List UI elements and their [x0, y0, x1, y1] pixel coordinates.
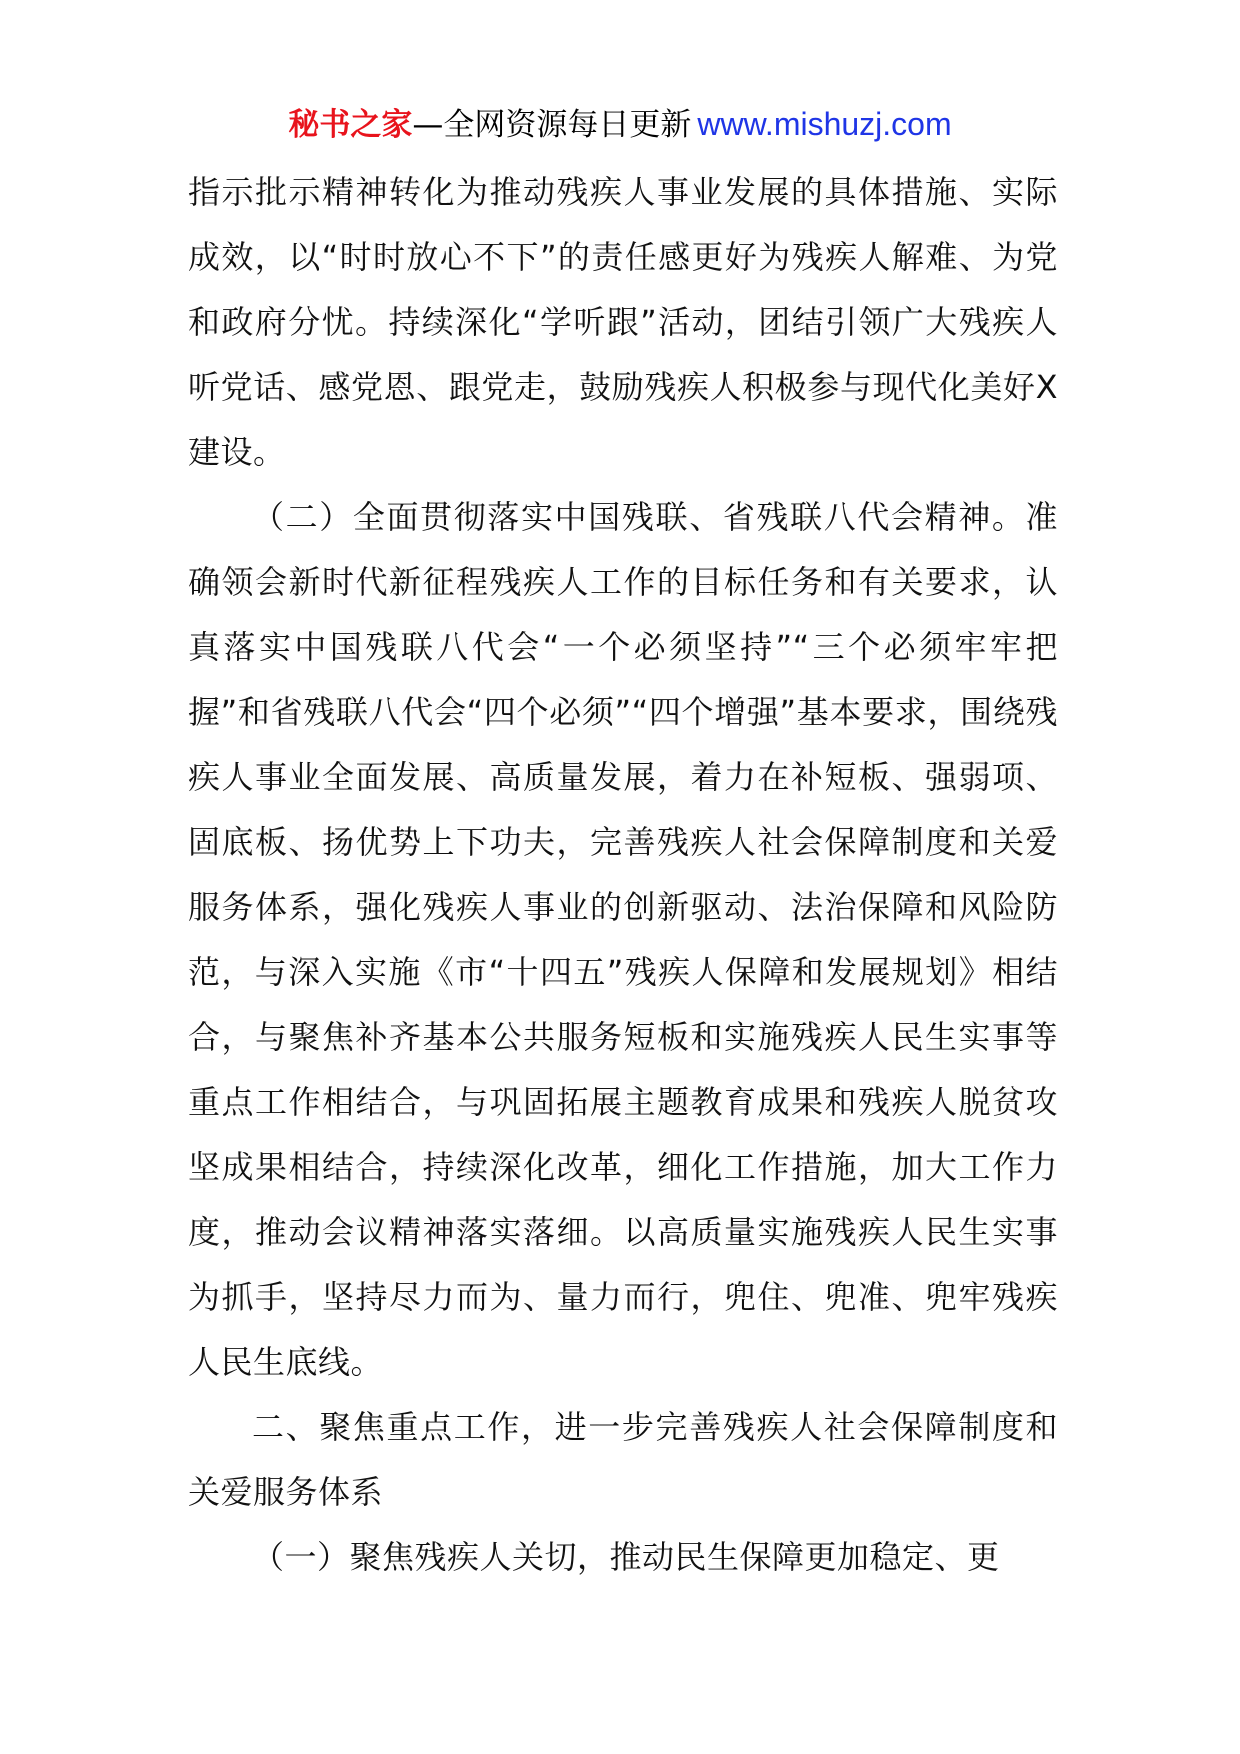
section-heading: 二、聚焦重点工作，进一步完善残疾人社会保障制度和关爱服务体系	[188, 1408, 1058, 1511]
brand-name: 秘书之家	[288, 107, 413, 143]
document-body	[188, 160, 1058, 1590]
website-link[interactable]: www.mishuzj.com	[697, 106, 952, 142]
paragraph: （一）聚焦残疾人关切，推动民生保障更加稳定、更	[252, 1538, 1000, 1576]
header-slogan: —全网资源每日更新	[412, 107, 692, 143]
page-header	[0, 100, 1240, 149]
paragraph: （二）全面贯彻落实中国残联、省残联八代会精神。准确领会新时代新征程残疾人工作的目标任务和有关要求，认真落实中国残联八代会“一个必须坚持”“三个必须牢牢把握”和省残联八代会“四个必须”“四个增强”基本要求，围绕残疾人事业全面发展、高质量发展，着力在补短板、强弱项、固底板、扬优势上下功夫，完善残疾人社会保障制度和关爱服务体系，强化残疾人事业的创新驱动、法治保障和风险防范，与深入实施《市“十四五”残疾人保障和发展规划》相结合，与聚焦补齐基本公共服务短板和实施残疾人民生实事等重点工作相结合，与巩固拓展主题教育成果和残疾人脱贫攻坚成果相结合，持续深化改革，细化工作措施，加大工作力度，推动会议精神落实落细。以高质量实施残疾人民生实事为抓手，坚持尽力而为、量力而行，兜住、兜准、兜牢残疾人民生底线。	[188, 498, 1058, 1381]
paragraph: 指示批示精神转化为推动残疾人事业发展的具体措施、实际成效，以“时时放心不下”的责任感更好为残疾人解难、为党和政府分忧。持续深化“学听跟”活动，团结引领广大残疾人听党话、感党恩、跟党走，鼓励残疾人积极参与现代化美好X建设。	[188, 173, 1058, 471]
